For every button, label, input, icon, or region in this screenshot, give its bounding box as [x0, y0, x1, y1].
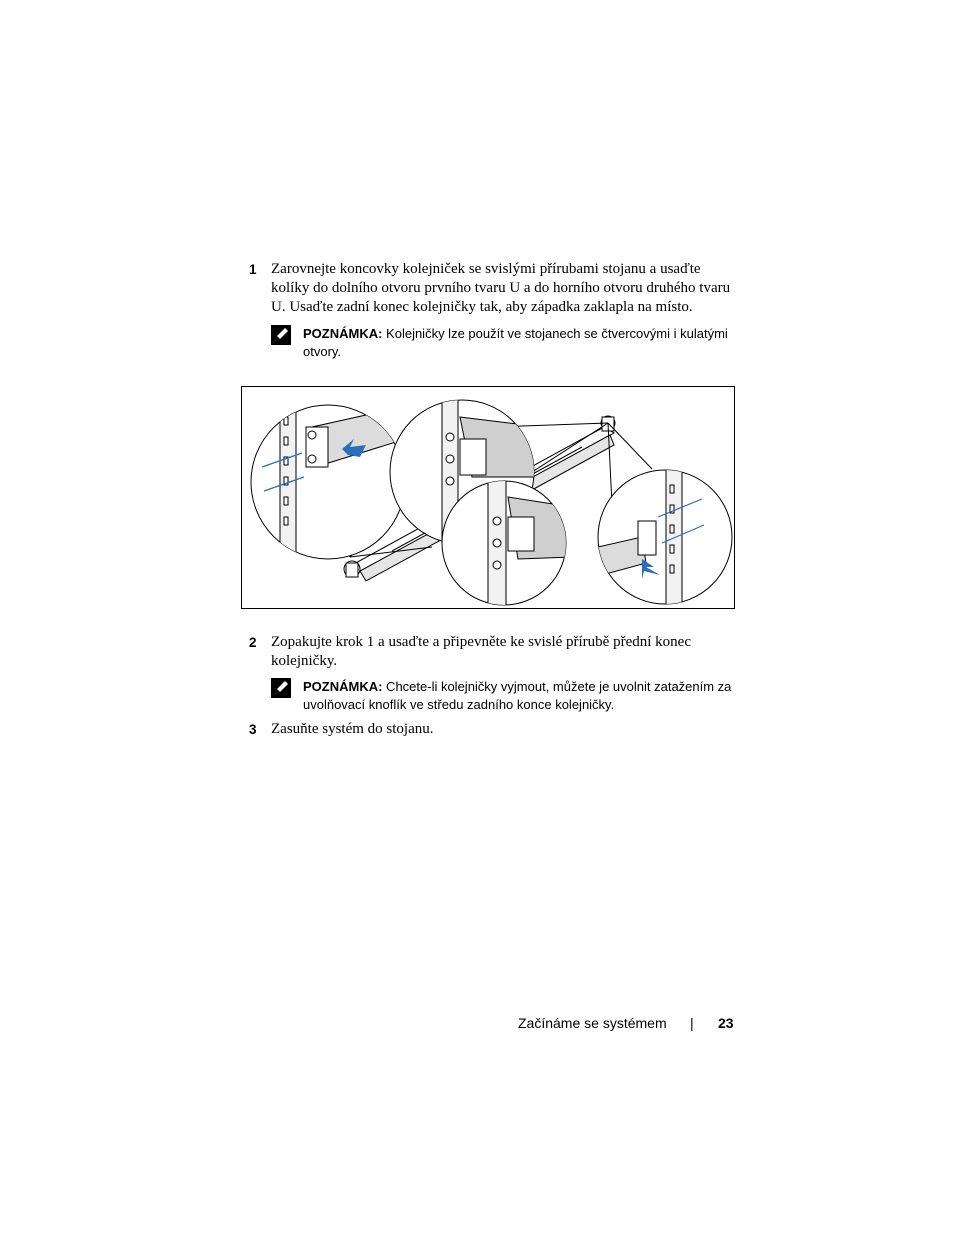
footer-separator: | [690, 1015, 694, 1031]
rail-installation-figure [241, 386, 735, 609]
step-number: 3 [249, 722, 257, 737]
step-text: Zasuňte systém do stojanu. [271, 721, 434, 737]
note-text [303, 325, 743, 361]
rail-illustration [242, 387, 734, 608]
pencil-note-icon [271, 678, 291, 698]
step-text: Zopakujte krok 1 a usaďte a připevněte ke svislé přírubě přední konec kolejničky. [271, 634, 691, 669]
detail-circle-front-right [598, 467, 732, 607]
note-text [303, 678, 743, 714]
pencil-note-icon [271, 325, 291, 345]
step-text: Zarovnejte koncovky kolejniček se svislými přírubami stojanu a usaďte kolíky do dolního otvoru prvního tvaru U a do horního otvoru druhého tvaru U. Usaďte zadní konec kolejničky tak, aby západka zaklapla na místo. [271, 261, 731, 315]
step-number: 2 [249, 635, 257, 650]
footer-section-title: Začínáme se systémem [518, 1015, 667, 1031]
note-body: Kolejničky lze použít ve stojanech se čtvercovými i kulatými otvory. [303, 326, 728, 359]
step-number: 1 [249, 262, 257, 277]
note-body: Chcete-li kolejničky vyjmout, můžete je uvolnit zatažením za uvolňovací knoflík ve středu zadního konce kolejničky. [303, 679, 732, 712]
note-label: POZNÁMKA: [303, 326, 383, 341]
page-number: 23 [718, 1015, 734, 1031]
note-label: POZNÁMKA: [303, 679, 383, 694]
